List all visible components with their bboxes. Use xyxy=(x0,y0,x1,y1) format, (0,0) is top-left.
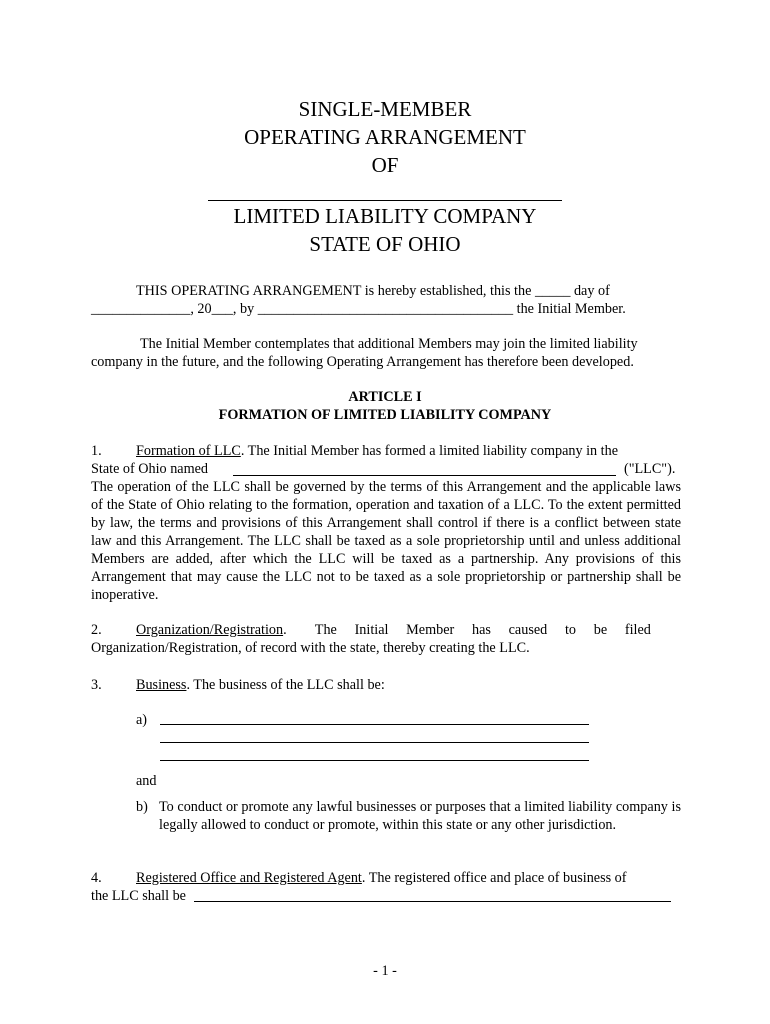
section-2-line-2: Organization/Registration, of record with the state, thereby creating the LLC. xyxy=(91,640,530,656)
day-blank[interactable]: _____ xyxy=(534,283,571,299)
section-4-heading: Registered Office and Registered Agent xyxy=(136,870,362,886)
intro-p2-line-2: company in the future, and the following Operating Arrangement has therefore been developed. xyxy=(91,354,634,370)
section-4-line-2: the LLC shall be xyxy=(91,888,186,904)
and-text: and xyxy=(136,773,157,789)
section-1-llc-label: ("LLC"). xyxy=(624,461,676,477)
date-blank[interactable]: ______________, 20___, by xyxy=(91,301,255,317)
item-a-label: a) xyxy=(136,712,148,728)
section-2-heading: Organization/Registration xyxy=(136,622,284,638)
item-b-label: b) xyxy=(136,799,148,815)
intro-text: the Initial Member. xyxy=(516,301,626,317)
title-line-single-member: SINGLE-MEMBER xyxy=(298,97,472,121)
section-1-number: 1. xyxy=(91,443,102,459)
registered-office-blank[interactable] xyxy=(194,901,671,902)
section-1-line-2-label: State of Ohio named xyxy=(91,461,209,477)
section-1-heading: Formation of LLC xyxy=(136,443,241,459)
section-1-text: . The Initial Member has formed a limited liability company in the xyxy=(240,443,619,459)
section-1-line-1 xyxy=(136,442,681,460)
section-3-line-1 xyxy=(136,676,385,694)
section-4-text: . The registered office and place of business of xyxy=(361,870,627,886)
document-title xyxy=(0,95,770,179)
section-1-body: The operation of the LLC shall be governed by the terms of this Arrangement and the applicable laws of the State of Ohio relating to the formation, operation and taxation of a LLC. To the extent permitted by law, the terms and provisions of this Arrangement shall control if there is a conflict between state law and this Arrangement. The LLC shall be taxed as a sole proprietorship until and unless additional Members are added, after which the LLC will be taxed as a partnership. Any provisions of this Arrangement that may cause the LLC not to be taxed as a sole proprietorship or partnership shall be inoperative. xyxy=(91,479,681,603)
intro-line-1 xyxy=(136,282,610,300)
page-number: - 1 - xyxy=(373,963,397,979)
article-heading: ARTICLE I xyxy=(348,389,422,405)
section-3-heading: Business xyxy=(136,677,187,693)
llc-name-blank[interactable] xyxy=(233,475,616,476)
member-name-blank[interactable]: ____________________________________ xyxy=(257,301,514,317)
document-subtitle xyxy=(0,202,770,258)
title-line-llc: LIMITED LIABILITY COMPANY xyxy=(233,204,537,228)
business-blank-2[interactable] xyxy=(160,742,589,743)
article-subheading: FORMATION OF LIMITED LIABILITY COMPANY xyxy=(218,407,552,423)
intro-line-2 xyxy=(91,300,626,318)
section-3-text: . The business of the LLC shall be: xyxy=(186,677,385,693)
section-2-text: . The Initial Member has caused to be filed xyxy=(283,622,651,638)
item-b-text: To conduct or promote any lawful businesses or purposes that a limited liability company is legally allowed to conduct or promote, within this state or any other jurisdiction. xyxy=(159,799,681,833)
business-blank-3[interactable] xyxy=(160,760,589,761)
title-line-of: OF xyxy=(371,153,399,177)
title-line-state: STATE OF OHIO xyxy=(309,232,461,256)
section-4-number: 4. xyxy=(91,870,102,886)
intro-text: day of xyxy=(573,283,610,299)
title-line-operating-arrangement: OPERATING ARRANGEMENT xyxy=(244,125,526,149)
section-2-number: 2. xyxy=(91,622,102,638)
section-3-number: 3. xyxy=(91,677,102,693)
business-blank-1[interactable] xyxy=(160,724,589,725)
company-name-blank[interactable] xyxy=(208,200,562,201)
section-4-line-1 xyxy=(136,869,627,887)
section-2-line-1 xyxy=(136,621,651,639)
intro-text: THIS OPERATING ARRANGEMENT is hereby established, this the xyxy=(136,283,532,299)
intro-p2-line-1: The Initial Member contemplates that additional Members may join the limited liability xyxy=(140,336,638,352)
